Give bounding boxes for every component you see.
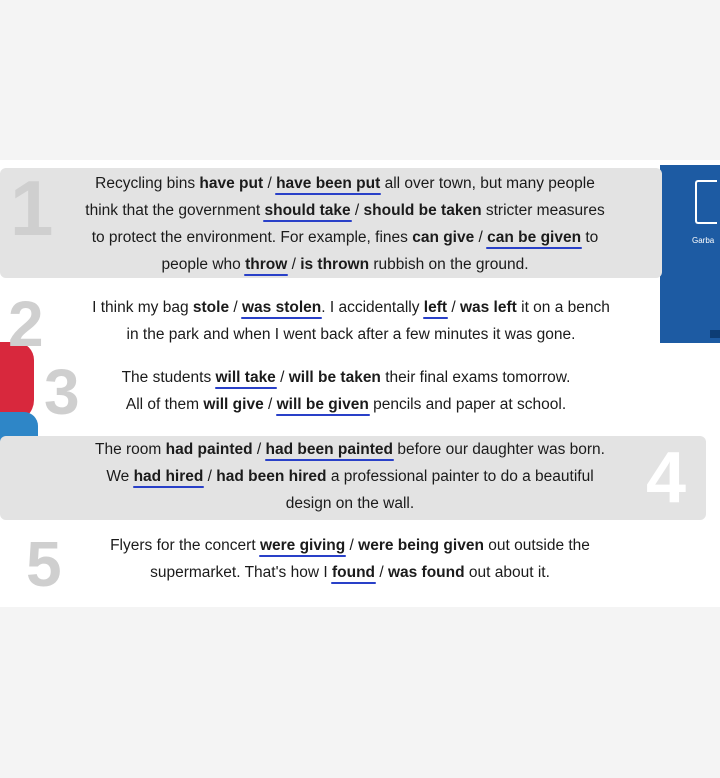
- chosen-option-text: should take: [264, 202, 351, 219]
- text-line: [40, 170, 650, 197]
- plain-text: to protect the environment. For example, fines: [91, 229, 413, 246]
- plain-text: pencils and paper at school.: [368, 396, 567, 413]
- item-5-text: [40, 532, 660, 586]
- plain-text: people who: [161, 256, 246, 273]
- plain-text: The room: [95, 441, 166, 458]
- plain-text: /: [474, 229, 488, 246]
- option-text: will be taken: [288, 369, 381, 386]
- chosen-option-text: left: [423, 299, 448, 316]
- text-line: [46, 321, 656, 348]
- plain-text: Recycling bins: [95, 175, 200, 192]
- text-line: [40, 559, 660, 586]
- plain-text: a professional painter to do a beautiful: [326, 468, 594, 485]
- text-line: [40, 490, 660, 517]
- option-text: have put: [199, 175, 264, 192]
- text-line: [40, 251, 650, 278]
- option-text: had painted: [165, 441, 253, 458]
- chosen-option-text: was stolen: [242, 299, 322, 316]
- plain-text: /: [275, 369, 289, 386]
- item-number: 5: [26, 528, 62, 600]
- plain-text: /: [229, 299, 242, 316]
- option-text: had been hired: [216, 468, 327, 485]
- plain-text: Flyers for the concert: [110, 537, 260, 554]
- chosen-option-text: will be given: [276, 396, 369, 413]
- bin-icon: [695, 180, 717, 224]
- text-line: [46, 294, 656, 321]
- plain-text: before our daughter was born.: [393, 441, 605, 458]
- plain-text: . I accidentally: [321, 299, 424, 316]
- chosen-option-text: can be given: [487, 229, 582, 246]
- plain-text: /: [203, 468, 217, 485]
- option-text: stole: [192, 299, 230, 316]
- plain-text: their final exams tomorrow.: [380, 369, 571, 386]
- item-3-text: [46, 364, 646, 418]
- text-line: [46, 364, 646, 391]
- item-number: 1: [10, 164, 54, 252]
- plain-text: /: [287, 256, 301, 273]
- plain-text: /: [263, 175, 277, 192]
- plain-text: all over town, but many people: [380, 175, 595, 192]
- plain-text: out about it.: [464, 564, 550, 581]
- plain-text: out outside the: [483, 537, 590, 554]
- option-text: can give: [412, 229, 475, 246]
- plain-text: to: [581, 229, 599, 246]
- plain-text: /: [375, 564, 388, 581]
- plain-text: We: [106, 468, 134, 485]
- chosen-option-text: had hired: [133, 468, 204, 485]
- chosen-option-text: found: [331, 564, 376, 581]
- option-text: were being given: [358, 537, 484, 554]
- option-text: should be taken: [363, 202, 482, 219]
- option-text: is thrown: [300, 256, 370, 273]
- chosen-option-text: have been put: [276, 175, 381, 192]
- plain-text: rubbish on the ground.: [369, 256, 529, 273]
- image-label: Garba: [692, 236, 715, 245]
- plain-text: The students: [121, 369, 216, 386]
- text-line: [40, 532, 660, 559]
- item-number: 2: [8, 288, 44, 360]
- plain-text: I think my bag: [92, 299, 193, 316]
- item-number: 3: [44, 356, 80, 428]
- chosen-option-text: had been painted: [265, 441, 394, 458]
- chosen-option-text: will take: [215, 369, 276, 386]
- plain-text: /: [263, 396, 277, 413]
- text-line: [40, 224, 650, 251]
- option-text: was found: [387, 564, 465, 581]
- plain-text: All of them: [125, 396, 204, 413]
- plain-text: supermarket. That's how I: [150, 564, 332, 581]
- text-line: [40, 463, 660, 490]
- plain-text: think that the government: [85, 202, 265, 219]
- text-line: [46, 391, 646, 418]
- plain-text: /: [447, 299, 460, 316]
- item-4-text: [40, 436, 660, 517]
- item-1-text: [40, 170, 650, 278]
- option-text: will give: [203, 396, 264, 413]
- plain-text: /: [252, 441, 266, 458]
- chosen-option-text: throw: [245, 256, 288, 273]
- text-line: [40, 197, 650, 224]
- plain-text: stricter measures: [481, 202, 605, 219]
- plain-text: it on a bench: [516, 299, 610, 316]
- image-edge: [710, 330, 720, 338]
- plain-text: in the park and when I went back after a few minutes it was gone.: [126, 326, 576, 343]
- text-line: [40, 436, 660, 463]
- plain-text: design on the wall.: [285, 495, 415, 512]
- plain-text: /: [350, 202, 364, 219]
- item-2-text: [46, 294, 656, 348]
- option-text: was left: [459, 299, 517, 316]
- plain-text: /: [345, 537, 359, 554]
- chosen-option-text: were giving: [259, 537, 346, 554]
- item-number: 4: [646, 438, 687, 518]
